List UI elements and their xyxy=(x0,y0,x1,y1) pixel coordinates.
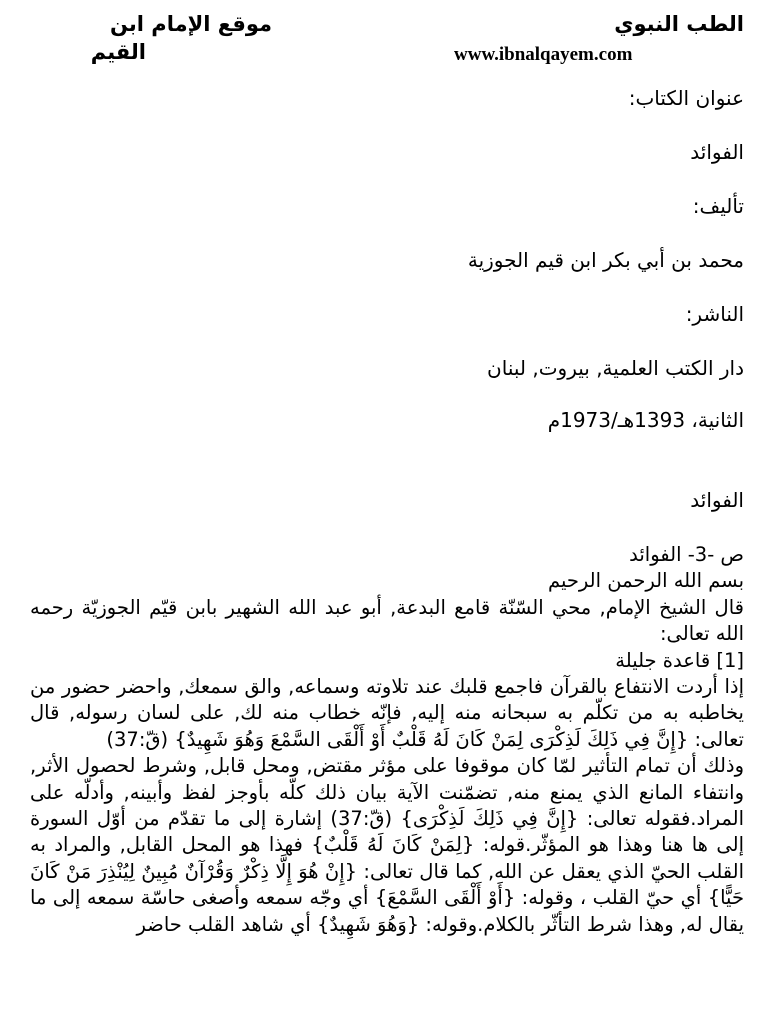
book-header-title: الطب النبوي xyxy=(614,12,744,36)
author-intro-paragraph: قال الشيخ الإمام, محي السّنّة قامع البدعة, أبو عبد الله الشهير بابن قيّم الجوزيّة رحمه الله تعالى: xyxy=(30,595,744,646)
publisher-name: دار الكتب العلمية, بيروت, لبنان xyxy=(487,356,744,380)
site-name-line-1: موقع الإمام ابن xyxy=(110,12,272,36)
book-body-text xyxy=(30,542,744,938)
book-title: الفوائد xyxy=(690,140,744,164)
site-name xyxy=(72,10,272,38)
page-marker-line: ص -3- الفوائد xyxy=(629,543,744,566)
rule-heading: [1] قاعدة جليلة xyxy=(615,648,744,672)
author-label: تأليف: xyxy=(692,194,744,218)
site-name-line-2: القيم xyxy=(90,40,146,64)
site-url[interactable]: www.ibnalqayem.com xyxy=(454,44,633,65)
author-name: محمد بن أبي بكر ابن قيم الجوزية xyxy=(467,248,744,272)
section-title: الفوائد xyxy=(690,488,744,512)
edition-info: الثانية، 1393هـ/1973م xyxy=(547,408,744,432)
paragraph: إذا أردت الانتفاع بالقرآن فاجمع قلبك عند تلاوته وسماعه, والق سمعك, واحضر حضور من يخاطبه به من تكلّم به سبحانه منه إليه, فإنّه خطاب منه لك, على لسان رسوله, قال تعالى: {إِنَّ فِي ذَلِكَ لَذِكْرَى لِمَنْ كَانَ لَهُ قَلْبٌ أَوْ أَلْقَى السَّمْعَ وَهُوَ شَهِيدٌ} (قّ:37) xyxy=(30,675,744,751)
book-title-label: عنوان الكتاب: xyxy=(628,86,744,110)
publisher-label: الناشر: xyxy=(685,302,744,326)
basmala-line: بسم الله الرحمن الرحيم xyxy=(548,569,744,593)
paragraph: وذلك أن تمام التأثير لمّا كان موقوفا على مؤثر مقتض, ومحل قابل, وشرط لحصول الأثر, وانتفاء المانع الذي يمنع منه, تضمّنت الآية بيان ذلك كلّه بأوجز لفظ وأبينه, وأدلّه على المراد.فقوله تعالى: {إِنَّ فِي ذَلِكَ لَذِكْرَى} (قّ:37) إشارة إلى ما تقدّم من أوّل السورة إلى ها هنا وهذا هو المؤثّر.قوله: {لِمَنْ كَانَ لَهُ قَلْبٌ} فهذا هو المحل القابل, والمراد به القلب الحيّ الذي يعقل عن الله, كما قال تعالى: {إِنْ هُوَ إِلَّا ذِكْرٌ وَقُرْآنٌ مُبِينٌ لِيُنْذِرَ مَنْ كَانَ حَيًّا} أي حيّ القلب ، وقوله: {أَوْ أَلْقَى السَّمْعَ} أي وجّه سمعه وأصغى حاسّة سمعه إلى ما يقال له, وهذا شرط التأثّر بالكلام.وقوله: {وَهُوَ شَهِيدٌ} أي شاهد القلب حاضر xyxy=(30,754,744,936)
